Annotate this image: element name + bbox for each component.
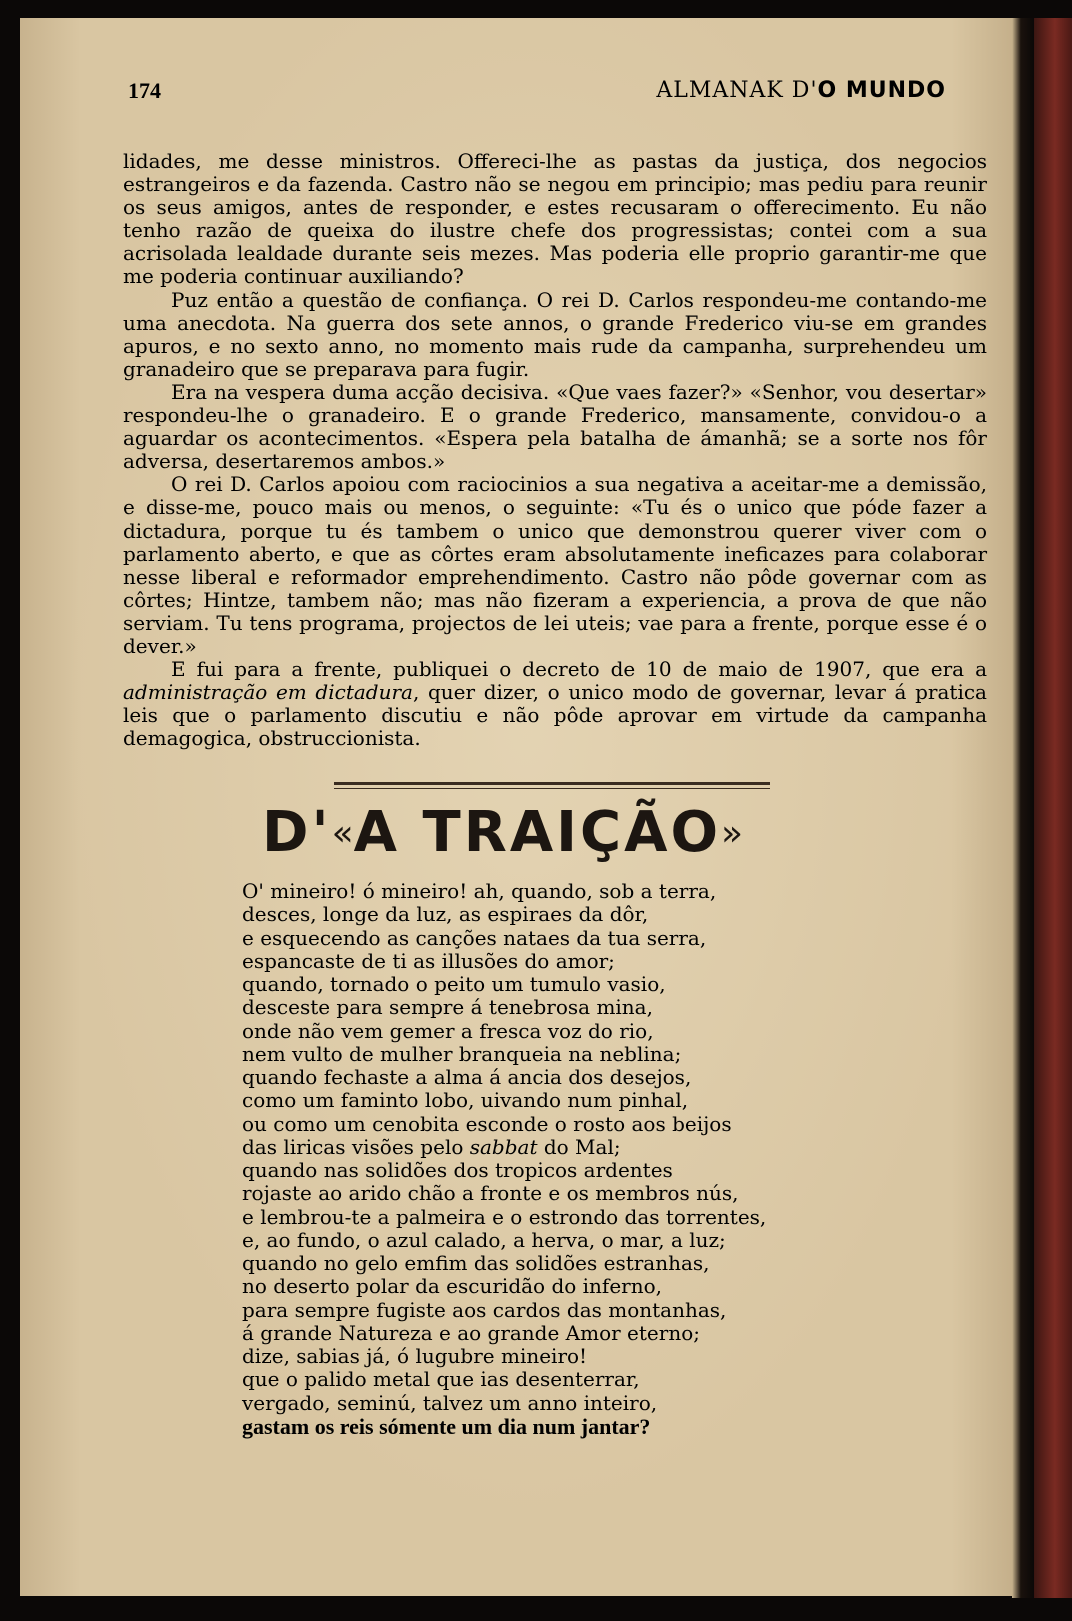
poem-line: espancaste de ti as illusões do amor; (242, 948, 615, 973)
title-prefix: D' (262, 800, 332, 865)
page-gutter (1012, 18, 1034, 1598)
page-header (128, 78, 946, 108)
title-close-quote: » (721, 813, 744, 854)
title-text: A TRAIÇÃO (353, 800, 722, 865)
poem-line: á grande Natureza e ao grande Amor eterno; (242, 1320, 700, 1345)
section-divider (334, 782, 770, 785)
poem-line: quando nas solidões dos tropicos ardentes (242, 1158, 673, 1182)
section-title (262, 800, 902, 868)
poem-line: nem vulto de mulher branqueia na neblina; (242, 1041, 682, 1066)
emphasis-text: administração em dictadura (123, 680, 413, 705)
poem-line: e lembrou-te a palmeira e o estrondo das torrentes, (242, 1204, 767, 1229)
book-cover-edge (1034, 18, 1072, 1598)
poem-line: ou como um cenobita esconde o rosto aos beijos (242, 1111, 732, 1136)
running-title-prefix: ALMANAK D' (656, 78, 818, 103)
poem-line: das liricas visões pelo sabbat do Mal; (242, 1134, 621, 1159)
poem-line: desceste para sempre á tenebrosa mina, (242, 995, 653, 1020)
poem-line: quando fechaste a alma á ancia dos desejos, (242, 1065, 692, 1089)
emphasis-text: sabbat (469, 1134, 538, 1159)
poem-line: vergado, seminú, talvez um anno inteiro, (242, 1390, 658, 1415)
page-number: 174 (128, 78, 161, 103)
poem-line: onde não vem gemer a fresca voz do rio, (242, 1018, 654, 1043)
paragraph: Puz então a questão de confiança. O rei D. Carlos respondeu-me contando-me uma anecdota. Na guerra dos sete annos, o grande Frederico viu-se em grandes apuros, e no sexto anno, no momento mais rude da campanha, surprehendeu um granadeiro que se preparava para fugir. (123, 287, 987, 381)
poem-line: e esquecendo as canções nataes da tua serra, (242, 925, 707, 950)
poem-line: rojaste ao arido chão a fronte e os membros nús, (242, 1181, 739, 1206)
poem (242, 880, 882, 1438)
article-body (123, 150, 987, 750)
poem-line: e, ao fundo, o azul calado, a herva, o mar, a luz; (242, 1227, 726, 1252)
paragraph: Era na vespera duma acção decisiva. «Que vaes fazer?» «Senhor, vou desertar» respondeu-lhe o granadeiro. E o grande Frederico, mansamente, convidou-o a aguardar os acontecimentos. «Espera pela batalha de ámanhã; se a sorte nos fôr adversa, desertaremos ambos.» (123, 379, 987, 474)
section-divider-thin (334, 788, 770, 789)
poem-line: como um faminto lobo, uivando num pinhal, (242, 1088, 689, 1113)
running-title-bold: O MUNDO (817, 78, 946, 103)
poem-line: para sempre fugiste aos cardos das montanhas, (242, 1297, 727, 1322)
paragraph: lidades, me desse ministros. Offereci-lhe as pastas da justiça, dos negocios estrangeiros e da fazenda. Castro não se negou em principio; mas pediu para reunir os seus amigos, antes de responder, e estes recusaram o offerecimento. Eu não tenho razão de queixa do ilustre chefe dos progressistas; contei com a sua acrisolada lealdade durante seis mezes. Mas poderia elle proprio garantir-me que me poderia continuar auxiliando? (123, 149, 987, 289)
paragraph-last-end: , quer dizer, o unico modo de governar, levar á pratica leis que o parlamento discutiu e não pôde aprovar em virtude da campanha demagogica, obstruccionista. (123, 680, 987, 751)
poem-line: quando, tornado o peito um tumulo vasio, (242, 972, 666, 996)
poem-line: gastam os reis sómente um dia num jantar? (242, 1413, 651, 1439)
poem-line: que o palido metal que ias desenterrar, (242, 1367, 640, 1392)
poem-line: desces, longe da luz, as espiraes da dôr, (242, 902, 649, 927)
paragraph-last-start: E fui para a frente, publiquei o decreto de 10 de maio de 1907, que era a (171, 657, 987, 682)
paragraph: O rei D. Carlos apoiou com raciocinios a sua negativa a aceitar-me a demissão, e disse-me, pouco mais ou menos, o seguinte: «Tu és o unico que póde fazer a dictadura, porque tu és tambem o unico que demonstrou querer viver com o parlamento aberto, e que as côrtes eram absolutamente ineficazes para colaborar nesse liberal e reformador emprehendimento. Castro não pôde governar com as côrtes; Hintze, tambem não; mas não fizeram a experiencia, a prova de que não serviam. Tu tens programa, projectos de lei uteis; vae para a frente, porque esse é o dever.» (123, 472, 987, 658)
poem-line: O' mineiro! ó mineiro! ah, quando, sob a terra, (242, 879, 717, 903)
paragraph-last (123, 658, 987, 750)
poem-line: quando no gelo emfim das solidões estranhas, (242, 1251, 710, 1275)
title-open-quote: « (331, 813, 354, 854)
poem-line: dize, sabias já, ó lugubre mineiro! (242, 1344, 588, 1368)
running-title (656, 78, 946, 103)
poem-line: no deserto polar da escuridão do inferno, (242, 1274, 662, 1299)
